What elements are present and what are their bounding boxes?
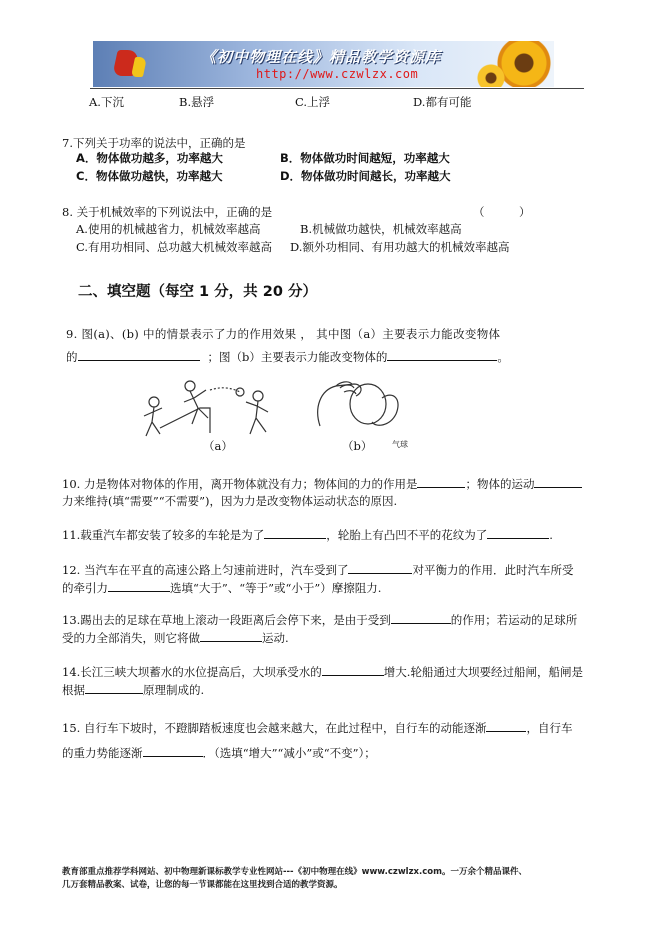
q6-option-a: A.下沉 (89, 95, 124, 109)
q15-text-a: 15. 自行车下坡时，不蹬脚踏板速度也会越来越大，在此过程中，自行车的动能逐渐 (62, 721, 487, 735)
q13-blank-2[interactable] (200, 630, 262, 642)
q14-blank-2[interactable] (85, 682, 143, 694)
q14-text-c: 根据 (62, 683, 85, 697)
q9-blank-2[interactable] (387, 349, 497, 361)
q13-blank-1[interactable] (391, 612, 451, 624)
q12-blank-2[interactable] (108, 580, 170, 592)
q12-text-c: 的牵引力 (62, 581, 108, 595)
q7-option-d: D．物体做功时间越长，功率越大 (280, 169, 451, 183)
q7-option-a: A．物体做功越多，功率越大 (76, 151, 223, 165)
q12-blank-1[interactable] (348, 562, 412, 574)
q9-text-c: 。 (497, 350, 509, 364)
q8-option-d: D.额外功相同、有用功越大的机械效率越高 (290, 240, 510, 254)
q15-text-c: 的重力势能逐渐 (62, 746, 143, 760)
q12-text-d: 选填“大于”、“等于”或“小于”）摩擦阻力. (170, 581, 382, 595)
q9-text-b: ；图（b）主要表示力能改变物体的 (207, 350, 388, 364)
q11-text-b: ，轮胎上有凸凹不平的花纹为了 (326, 528, 488, 542)
q7-stem: 7.下列关于功率的说法中，正确的是 (62, 136, 246, 150)
q10-line1 (62, 476, 582, 492)
q13-text-d: 运动. (262, 631, 289, 645)
footer-line1: 教育部重点推荐学科网站、初中物理新课标教学专业性网站---《初中物理在线》www.czwlzx.com。一万余个精品课件、 (62, 867, 527, 877)
q12-text-a: 12. 当汽车在平直的高速公路上匀速前进时，汽车受到了 (62, 563, 349, 577)
q10-line2: 力来维持(填“需要”“不需要”)，因为力是改变物体运动状态的原因. (62, 494, 398, 508)
banner-title: 《初中物理在线》精品教学资源库 (201, 48, 442, 66)
q11-text-a: 11.载重汽车都安装了较多的车轮是为了 (62, 528, 265, 542)
q15-text-b: ，自行车 (526, 721, 573, 735)
q14-text-d: 原理制成的. (143, 683, 205, 697)
q12-text-b: 对平衡力的作用．此时汽车所受 (412, 563, 574, 577)
header-rule (90, 88, 584, 89)
q12-line1 (62, 562, 573, 578)
sunflower-small-icon (474, 61, 508, 87)
q9-text-a: 的 (66, 350, 78, 364)
q7-option-b: B．物体做功时间越短，功率越大 (280, 151, 450, 165)
q11-line (62, 527, 553, 543)
q9-line1: 9. 图(a)、(b) 中的情景表示了力的作用效果 ， 其中图（a）主要表示力能改变物体 (66, 327, 501, 341)
q8-stem: 8. 关于机械效率的下列说法中，正确的是 (62, 205, 273, 219)
q11-blank-1[interactable] (264, 527, 326, 539)
q8-option-c: C.有用功相同、总功越大机械效率越高 (76, 240, 273, 254)
figure-b-hands-balloon (310, 378, 410, 444)
q15-blank-2[interactable] (143, 745, 203, 757)
q9-line2 (66, 349, 509, 365)
figure-b-label: （b） (342, 439, 373, 453)
q15-blank-1[interactable] (486, 720, 526, 732)
q13-line1 (62, 612, 577, 628)
q14-blank-1[interactable] (322, 664, 384, 676)
q14-text-b: 增大.轮船通过大坝要经过船闸，船闸是 (383, 665, 583, 679)
balloon-label: 气球 (392, 440, 408, 449)
q10-text-a: 10. 力是物体对物体的作用，离开物体就没有力；物体间的力的作用是 (62, 477, 418, 491)
q13-text-b: 的作用；若运动的足球所 (450, 613, 578, 627)
q11-text-c: . (549, 528, 553, 542)
q8-option-a: A.使用的机械越省力，机械效率越高 (76, 222, 261, 236)
q14-line2 (62, 682, 204, 698)
q12-line2 (62, 580, 381, 596)
q11-blank-2[interactable] (487, 527, 549, 539)
logo-accent-icon (131, 57, 147, 77)
q10-text-b: ；物体的运动 (465, 477, 535, 491)
q8-option-b: B.机械做功越快，机械效率越高 (300, 222, 462, 236)
q15-line2 (62, 745, 376, 761)
q10-blank-2[interactable] (534, 476, 582, 488)
figure-a-label: （a） (203, 439, 233, 453)
figure-a-soccer-players (140, 378, 280, 444)
q8-answer-paren: （ ） (473, 205, 531, 219)
q14-text-a: 14.长江三峡大坝蓄水的水位提高后，大坝承受水的 (62, 665, 322, 679)
q6-option-d: D.都有可能 (413, 95, 472, 109)
q13-text-c: 受的力全部消失，则它将做 (62, 631, 200, 645)
footer-line2: 几万套精品教案、试卷，让您的每一节课都能在这里找到合适的教学资源。 (62, 880, 343, 890)
q6-option-b: B.悬浮 (179, 95, 215, 109)
q14-line1 (62, 664, 583, 680)
q9-blank-1[interactable] (78, 349, 200, 361)
q10-blank-1[interactable] (417, 476, 465, 488)
q13-text-a: 13.踢出去的足球在草地上滚动一段距离后会停下来，是由于受到 (62, 613, 391, 627)
q7-option-c: C．物体做功越快，功率越大 (76, 169, 223, 183)
section-2-title: 二、填空题（每空 1 分，共 20 分） (78, 284, 317, 300)
q15-text-d: ．（选填“增大”“减小”或“不变”）； (202, 746, 376, 760)
q15-line1 (62, 720, 572, 736)
q6-option-c: C.上浮 (295, 95, 331, 109)
header-banner (93, 41, 554, 87)
banner-url: http://www.czwlzx.com (256, 67, 419, 81)
q13-line2 (62, 630, 289, 646)
